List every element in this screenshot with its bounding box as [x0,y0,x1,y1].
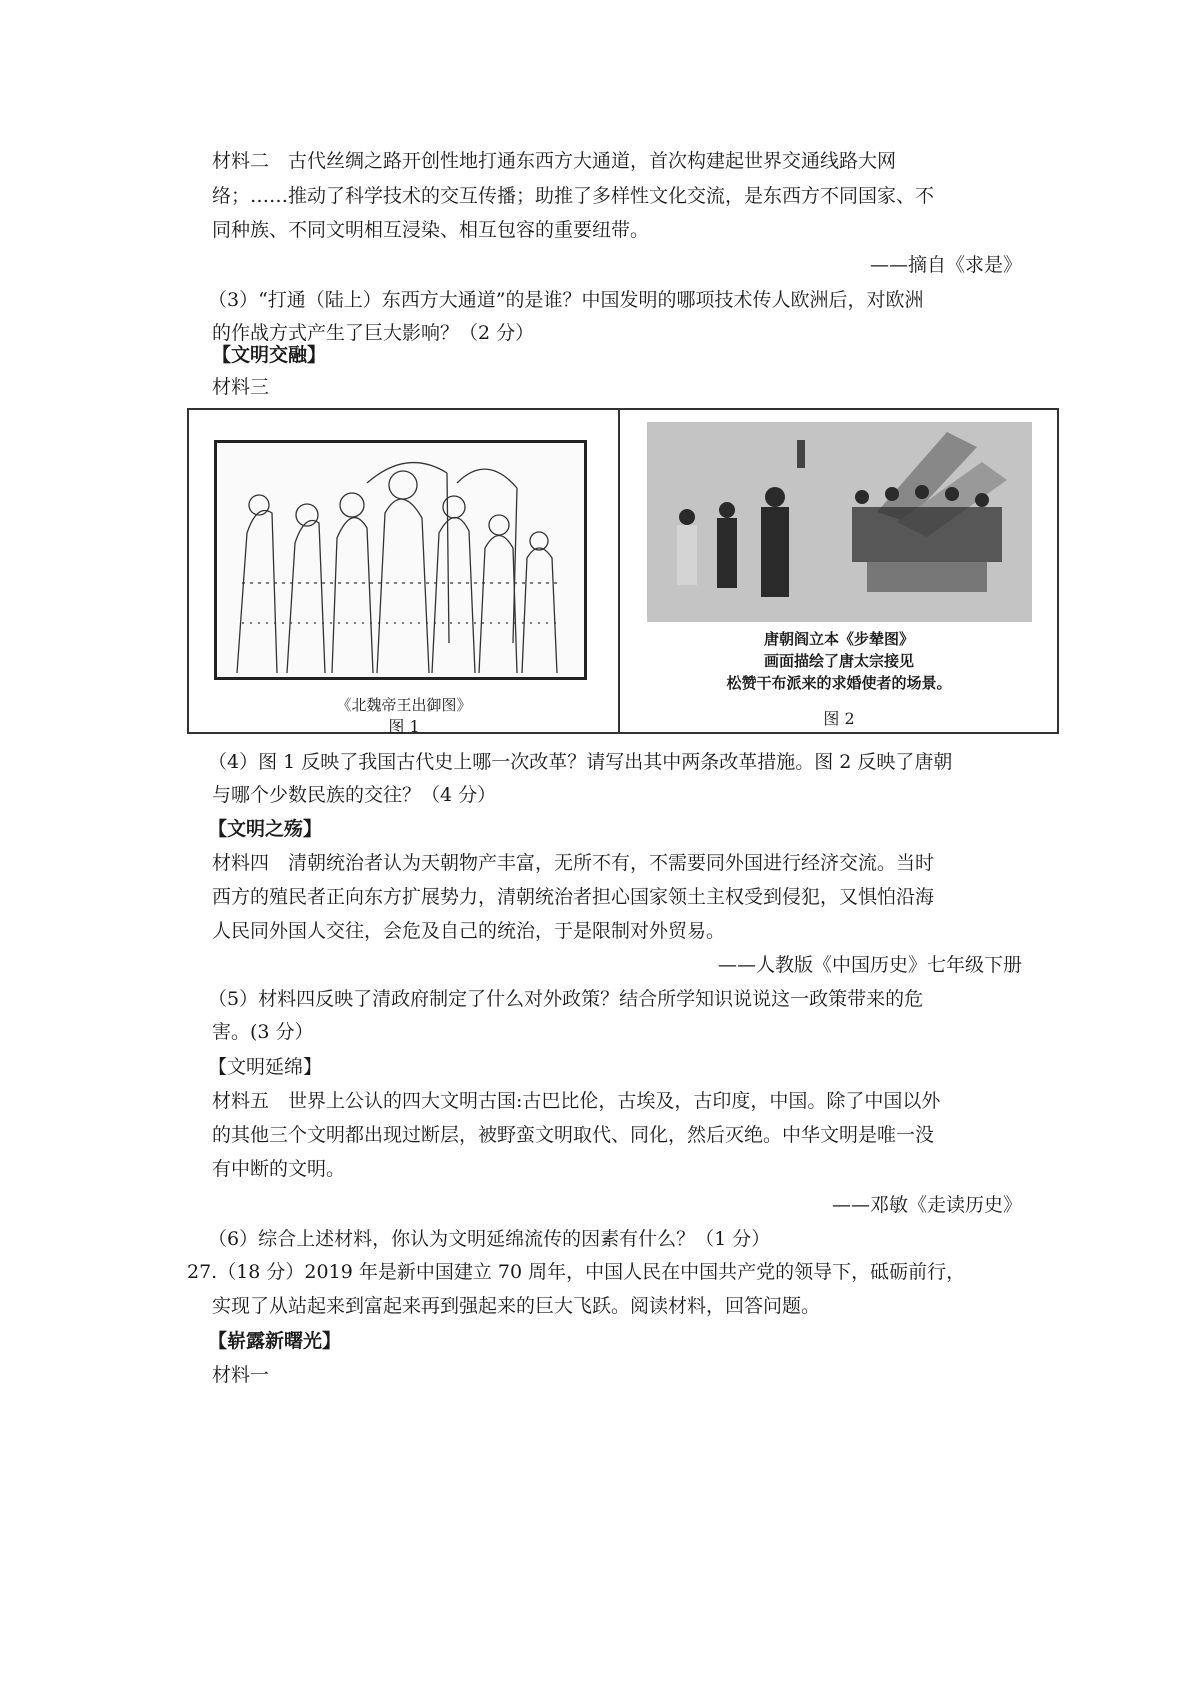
figure-2-caption-line: 松赞干布派来的求婚使者的场景。 [726,674,952,692]
material5-line: 材料五 世界上公认的四大文明古国:古巴比伦，古埃及，古印度，中国。除了中国以外 [212,1090,941,1112]
material5-line: 的其他三个文明都出现过断层，被野蛮文明取代、同化，然后灭绝。中华文明是唯一没 [212,1124,935,1146]
figure-2-label: 图 2 [823,709,855,728]
material4-line: 西方的殖民者正向东方扩展势力，清朝统治者担心国家领土主权受到侵犯，又惧怕沿海 [212,886,935,908]
section-heading-demise: 【文明之殇】 [208,818,323,840]
material2-line: 络；……推动了科学技术的交互传播；助推了多样性文化交流，是东西方不同国家、不 [212,185,935,207]
section-heading-exchange: 【文明交融】 [212,344,327,366]
question-3-line: （3）“打通（陆上）东西方大通道”的是谁？中国发明的哪项技术传人欧洲后，对欧洲 [208,289,924,311]
figure-1-caption: 《北魏帝王出御图》 [336,696,472,714]
material2-source: ——摘自《求是》 [869,254,1022,276]
question-4-line: （4）图 1 反映了我国古代史上哪一次改革？请写出其中两条改革措施。图 2 反映了唐朝 [208,751,953,773]
figure-panel [187,408,1059,734]
question-3-line: 的作战方式产生了巨大影响？（2 分） [212,322,535,344]
material4-line: 人民同外国人交往，会危及自己的统治，于是限制对外贸易。 [212,920,726,942]
figure-1-image [214,440,587,680]
figure-2-caption-line: 画面描绘了唐太宗接见 [763,652,914,670]
section-heading-dawn: 【崭露新曙光】 [208,1330,342,1352]
question-27-line: 实现了从站起来到富起来再到强起来的巨大飞跃。阅读材料，回答问题。 [212,1295,821,1317]
material2-line: 材料二 古代丝绸之路开创性地打通东西方大通道，首次构建起世界交通线路大网 [212,150,897,172]
question-5-line: （5）材料四反映了清政府制定了什么对外政策？结合所学知识说说这一政策带来的危 [208,988,924,1010]
question-6: （6）综合上述材料，你认为文明延绵流传的因素有什么？（1 分） [208,1228,771,1250]
figure-divider [618,410,620,732]
material4-line: 材料四 清朝统治者认为天朝物产丰富，无所不有，不需要同外国进行经济交流。当时 [212,852,935,874]
figure-1-sketch [217,443,584,677]
figure-2-image [647,422,1032,622]
question-5-line: 害。(3 分） [212,1021,314,1043]
figure-2-caption-line: 唐朝阎立本《步辇图》 [763,630,914,648]
question-27-line: 27.（18 分）2019 年是新中国建立 70 周年，中国人民在中国共产党的领导下，砥砺前行， [187,1261,966,1283]
material5-source: ——邓敏《走读历史》 [831,1194,1022,1216]
material5-line: 有中断的文明。 [212,1158,346,1180]
material1-label: 材料一 [212,1364,270,1386]
material2-line: 同种族、不同文明相互浸染、相互包容的重要纽带。 [212,219,650,241]
question-4-line: 与哪个少数民族的交往？（4 分） [212,784,497,806]
material3-label: 材料三 [212,376,270,398]
figure-2-painting [647,422,1032,622]
material4-source: ——人教版《中国历史》七年级下册 [717,954,1022,976]
figure-1-label: 图 1 [388,717,420,736]
section-heading-continuity: 【文明延绵】 [208,1056,323,1078]
